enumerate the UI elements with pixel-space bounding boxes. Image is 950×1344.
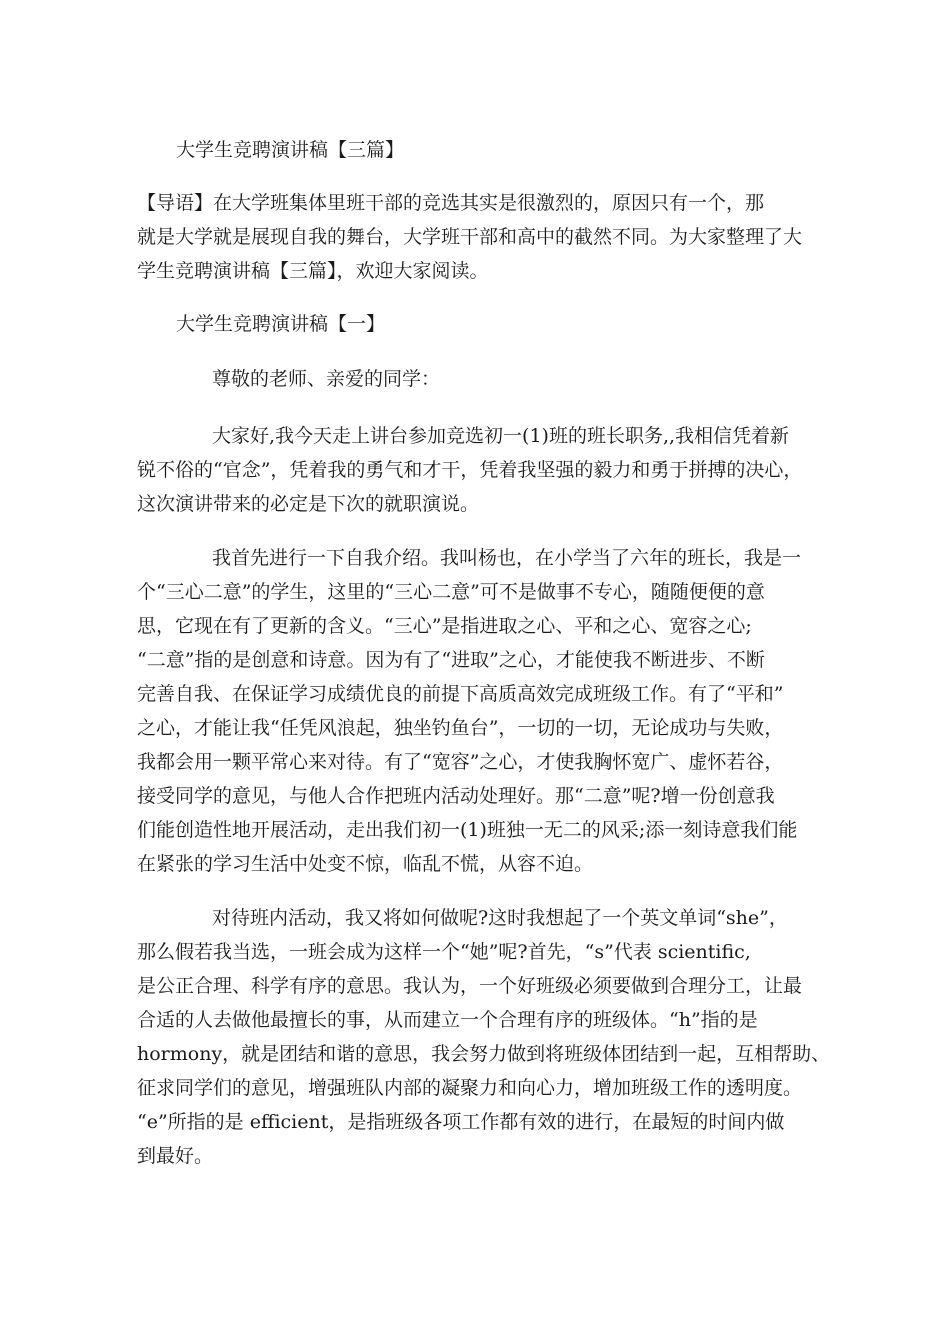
paragraph-line: 我首先进行一下自我介绍。我叫杨也，在小学当了六年的班长，我是一 — [212, 547, 802, 569]
paragraph-line: 征求同学们的意见，增强班队内部的凝聚力和向心力，增加班级工作的透明度。 — [137, 1077, 803, 1099]
paragraph-line: hormony，就是团结和谐的意思，我会努力做到将班级体团结到一起，互相帮助、 — [137, 1043, 831, 1065]
paragraph-line: 接受同学的意见，与他人合作把班内活动处理好。那“二意”呢?增一份创意我 — [137, 785, 775, 807]
paragraph-line: 个“三心二意”的学生，这里的“三心二意”可不是做事不专心，随随便便的意 — [137, 581, 765, 603]
salutation: 尊敬的老师、亲爱的同学： — [212, 368, 441, 390]
paragraph-line: 那么假若我当选，一班会成为这样一个“她”呢?首先，“s”代表 scientific, — [137, 941, 751, 963]
document-title: 大学生竞聘演讲稿【三篇】 — [176, 139, 405, 161]
paragraph-line: 之心，才能让我“任凭风浪起，独坐钓鱼台”，一切的一切，无论成功与失败， — [137, 717, 784, 739]
paragraph-line: “e”所指的是 efficient，是指班级各项工作都有效的进行，在最短的时间内做 — [137, 1111, 785, 1133]
paragraph-line: 这次演讲带来的必定是下次的就职演说。 — [137, 493, 480, 515]
paragraph-line: 对待班内活动，我又将如何做呢?这时我想起了一个英文单词“she”， — [212, 907, 788, 929]
paragraph-line: 到最好。 — [137, 1145, 214, 1167]
paragraph-line: 合适的人去做他最擅长的事，从而建立一个合理有序的班级体。“h”指的是 — [137, 1009, 758, 1031]
intro-line: 学生竞聘演讲稿【三篇】，欢迎大家阅读。 — [137, 260, 489, 282]
paragraph-line: 大家好,我今天走上讲台参加竞选初一(1)班的班长职务,,我相信凭着新 — [212, 425, 790, 447]
paragraph-line: 思，它现在有了更新的含义。“三心”是指进取之心、平和之心、宽容之心; — [137, 615, 752, 637]
intro-line: 就是大学就是展现自我的舞台，大学班干部和高中的截然不同。为大家整理了大 — [137, 226, 803, 248]
section-title: 大学生竞聘演讲稿【一】 — [176, 313, 386, 335]
intro-line: 【导语】在大学班集体里班干部的竞选其实是很激烈的，原因只有一个，那 — [137, 192, 765, 214]
paragraph-line: 在紧张的学习生活中处变不惊，临乱不慌，从容不迫。 — [137, 853, 594, 875]
paragraph-line: “二意”指的是创意和诗意。因为有了“进取”之心，才能使我不断进步、不断 — [137, 649, 765, 671]
paragraph-line: 是公正合理、科学有序的意思。我认为，一个好班级必须要做到合理分工，让最 — [137, 975, 803, 997]
paragraph-line: 我都会用一颗平常心来对待。有了“宽容”之心，才使我胸怀宽广、虚怀若谷， — [137, 751, 784, 773]
paragraph-line: 完善自我、在保证学习成绩优良的前提下高质高效完成班级工作。有了“平和” — [137, 683, 784, 705]
paragraph-line: 锐不俗的“官念”，凭着我的勇气和才干，凭着我坚强的毅力和勇于拼搏的决心， — [137, 459, 803, 481]
paragraph-line: 们能创造性地开展活动，走出我们初一(1)班独一无二的风采;添一刻诗意我们能 — [137, 819, 798, 841]
